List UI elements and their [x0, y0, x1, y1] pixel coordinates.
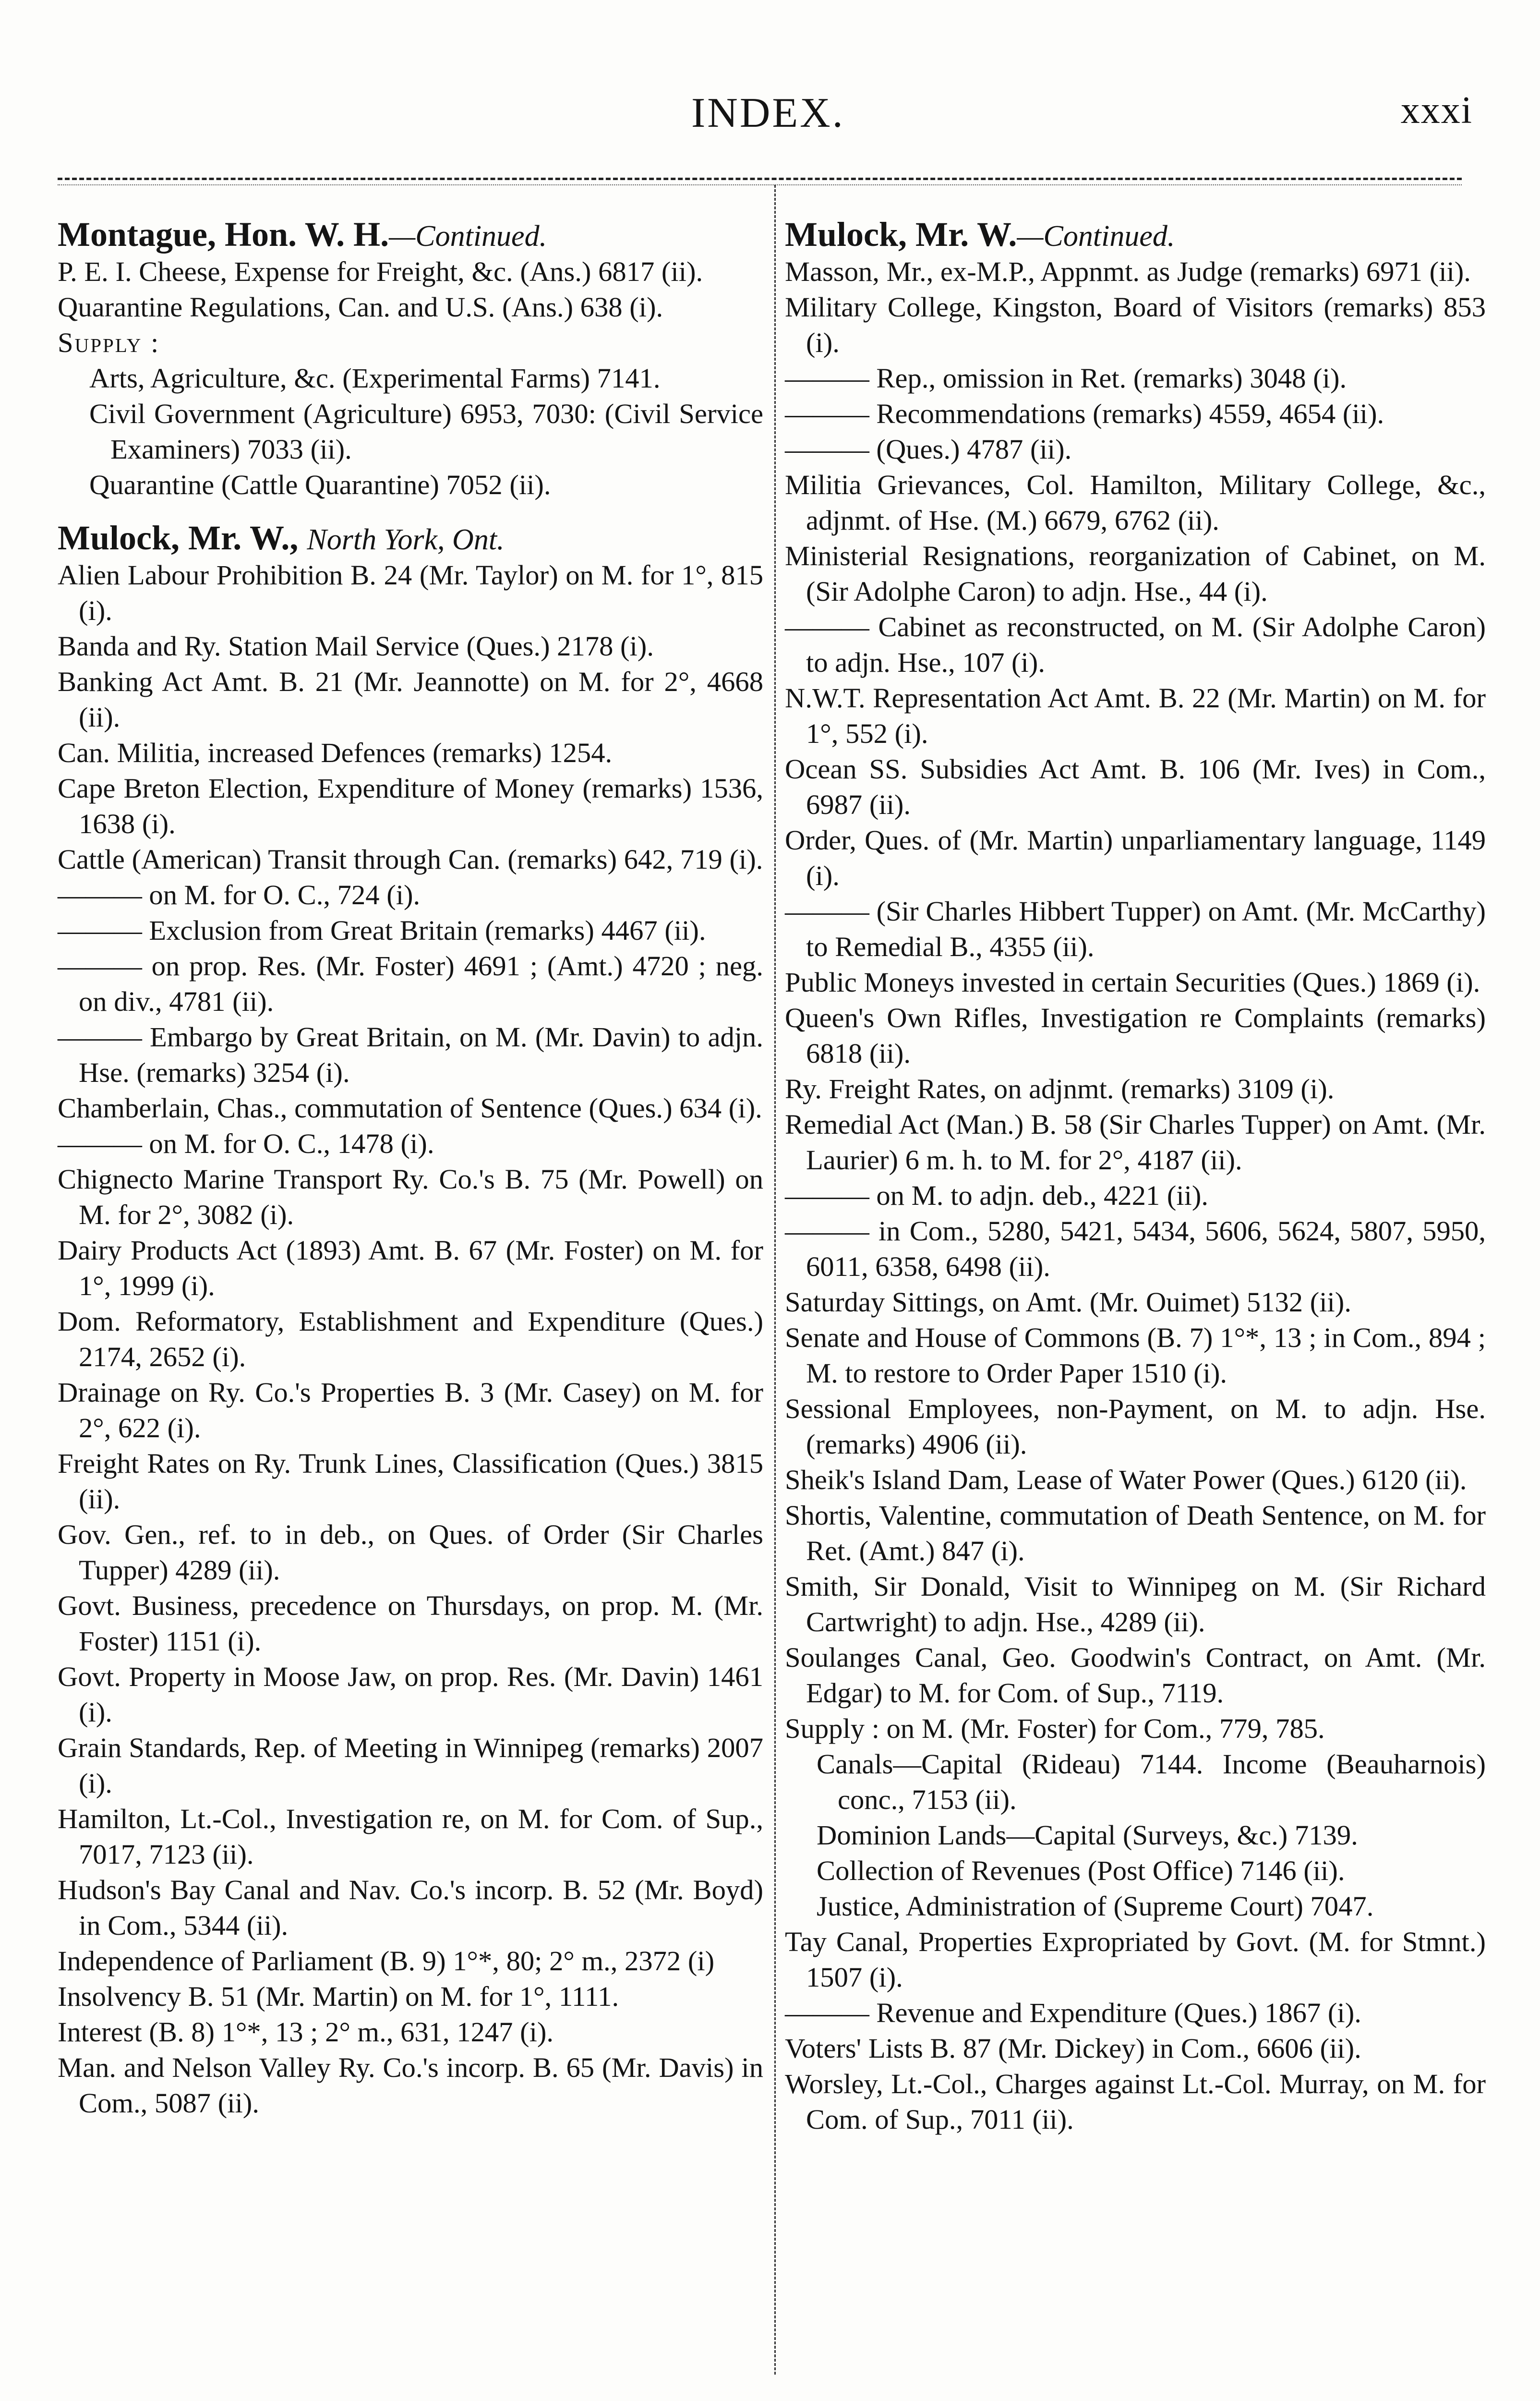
index-entry: Freight Rates on Ry. Trunk Lines, Classification (Ques.) 3815 (ii).: [58, 1448, 763, 1515]
index-entry: ——— Recommendations (remarks) 4559, 4654 (ii).: [785, 398, 1384, 429]
supply-entry: Arts, Agriculture, &c. (Experimental Farms) 7141.: [89, 363, 661, 394]
index-entry: Order, Ques. of (Mr. Martin) unparliamentary language, 1149 (i).: [785, 825, 1486, 891]
index-entry: ——— on prop. Res. (Mr. Foster) 4691 ; (Amt.) 4720 ; neg. on div., 4781 (ii).: [58, 950, 763, 1017]
supply-entry: Civil Government (Agriculture) 6953, 7030: (Civil Service Examiners) 7033 (ii).: [89, 398, 763, 465]
supply-label: Supply :: [58, 327, 160, 358]
index-entry: Remedial Act (Man.) B. 58 (Sir Charles Tupper) on Amt. (Mr. Laurier) 6 m. h. to M. for 2°, 4187 (ii).: [785, 1109, 1486, 1176]
index-entry: Hamilton, Lt.-Col., Investigation re, on M. for Com. of Sup., 7017, 7123 (ii).: [58, 1803, 763, 1870]
index-entry: Hudson's Bay Canal and Nav. Co.'s incorp. B. 52 (Mr. Boyd) in Com., 5344 (ii).: [58, 1874, 763, 1941]
index-entry: Can. Militia, increased Defences (remarks) 1254.: [58, 737, 613, 768]
index-entry: Govt. Property in Moose Jaw, on prop. Res. (Mr. Davin) 1461 (i).: [58, 1661, 763, 1728]
index-entry: Worsley, Lt.-Col., Charges against Lt.-Col. Murray, on M. for Com. of Sup., 7011 (ii).: [785, 2068, 1486, 2135]
index-entry: ——— in Com., 5280, 5421, 5434, 5606, 5624, 5807, 5950, 6011, 6358, 6498 (ii).: [785, 1215, 1486, 1282]
left-column: [58, 214, 763, 2121]
index-entry: Queen's Own Rifles, Investigation re Complaints (remarks) 6818 (ii).: [785, 1002, 1486, 1069]
index-entry: Militia Grievances, Col. Hamilton, Military College, &c., adjnmt. of Hse. (M.) 6679, 6762 (ii).: [785, 469, 1486, 536]
index-entry: Quarantine Regulations, Can. and U.S. (Ans.) 638 (i).: [58, 291, 663, 323]
supply-entry-list: [785, 1746, 1486, 1924]
index-entry: ——— Embargo by Great Britain, on M. (Mr. Davin) to adjn. Hse. (remarks) 3254 (i).: [58, 1021, 763, 1088]
index-entry: ——— Rep., omission in Ret. (remarks) 3048 (i).: [785, 363, 1347, 394]
supply-entry: Canals—Capital (Rideau) 7144. Income (Beauharnois) conc., 7153 (ii).: [817, 1748, 1486, 1815]
index-entry: ——— on M. to adjn. deb., 4221 (ii).: [785, 1180, 1209, 1211]
index-entry: Public Moneys invested in certain Securities (Ques.) 1869 (i).: [785, 967, 1480, 998]
index-entry: Insolvency B. 51 (Mr. Martin) on M. for 1°, 1111.: [58, 1981, 619, 2012]
index-entry: Gov. Gen., ref. to in deb., on Ques. of Order (Sir Charles Tupper) 4289 (ii).: [58, 1519, 763, 1586]
index-entry: ——— Exclusion from Great Britain (remarks) 4467 (ii).: [58, 915, 706, 946]
index-entry: Sheik's Island Dam, Lease of Water Power (Ques.) 6120 (ii).: [785, 1464, 1467, 1495]
supply-entry: Dominion Lands—Capital (Surveys, &c.) 7139.: [817, 1819, 1358, 1851]
index-entry: Chignecto Marine Transport Ry. Co.'s B. 75 (Mr. Powell) on M. for 2°, 3082 (i).: [58, 1164, 763, 1230]
index-entry: Chamberlain, Chas., commutation of Sentence (Ques.) 634 (i).: [58, 1092, 762, 1124]
column-divider: [774, 185, 776, 2375]
index-entry: Tay Canal, Properties Expropriated by Govt. (M. for Stmnt.) 1507 (i).: [785, 1926, 1486, 1993]
index-entry: P. E. I. Cheese, Expense for Freight, &c. (Ans.) 6817 (ii).: [58, 256, 703, 287]
index-entry: Saturday Sittings, on Amt. (Mr. Ouimet) 5132 (ii).: [785, 1286, 1351, 1318]
index-entry: ——— Revenue and Expenditure (Ques.) 1867 (i).: [785, 1997, 1361, 2028]
index-entry: Ministerial Resignations, reorganization of Cabinet, on M. (Sir Adolphe Caron) to adjn. Hse., 44 (i).: [785, 540, 1486, 607]
index-entry: Cape Breton Election, Expenditure of Money (remarks) 1536, 1638 (i).: [58, 773, 763, 839]
index-entry: Grain Standards, Rep. of Meeting in Winnipeg (remarks) 2007 (i).: [58, 1732, 763, 1799]
header-rule-dotted: [58, 184, 1462, 185]
page-number: xxxi: [1400, 89, 1473, 132]
index-heading-mulock-continued: Mulock, Mr. W.—Continued.: [785, 215, 1175, 254]
index-entry: Independence of Parliament (B. 9) 1°*, 80; 2° m., 2372 (i): [58, 1945, 715, 1977]
index-entry: Sessional Employees, non-Payment, on M. to adjn. Hse. (remarks) 4906 (ii).: [785, 1393, 1486, 1460]
right-column: [785, 214, 1486, 2137]
index-entry: ——— (Ques.) 4787 (ii).: [785, 434, 1072, 465]
index-entry: Man. and Nelson Valley Ry. Co.'s incorp. B. 65 (Mr. Davis) in Com., 5087 (ii).: [58, 2052, 763, 2119]
index-entry-list: [785, 1924, 1486, 2137]
index-entry-list: [785, 254, 1486, 1746]
index-entry: N.W.T. Representation Act Amt. B. 22 (Mr. Martin) on M. for 1°, 552 (i).: [785, 682, 1486, 749]
index-entry: Shortis, Valentine, commutation of Death Sentence, on M. for Ret. (Amt.) 847 (i).: [785, 1500, 1486, 1566]
index-entry: ——— Cabinet as reconstructed, on M. (Sir Adolphe Caron) to adjn. Hse., 107 (i).: [785, 611, 1486, 678]
index-heading-montague: Montague, Hon. W. H.—Continued.: [58, 215, 547, 254]
index-entry: Dairy Products Act (1893) Amt. B. 67 (Mr. Foster) on M. for 1°, 1999 (i).: [58, 1235, 763, 1301]
index-entry: Soulanges Canal, Geo. Goodwin's Contract, on Amt. (Mr. Edgar) to M. for Com. of Sup., 7119.: [785, 1642, 1486, 1709]
index-entry: Smith, Sir Donald, Visit to Winnipeg on M. (Sir Richard Cartwright) to adjn. Hse., 4289 (ii).: [785, 1571, 1486, 1637]
index-entry: ——— (Sir Charles Hibbert Tupper) on Amt. (Mr. McCarthy) to Remedial B., 4355 (ii).: [785, 896, 1486, 962]
index-entry: Ocean SS. Subsidies Act Amt. B. 106 (Mr. Ives) in Com., 6987 (ii).: [785, 753, 1486, 820]
index-entry: ——— on M. for O. C., 724 (i).: [58, 879, 421, 910]
index-entry-list: [58, 558, 763, 2121]
index-entry: Ry. Freight Rates, on adjnmt. (remarks) 3109 (i).: [785, 1073, 1335, 1104]
index-heading-mulock: Mulock, Mr. W., North York, Ont.: [58, 519, 505, 557]
index-entry: Alien Labour Prohibition B. 24 (Mr. Taylor) on M. for 1°, 815 (i).: [58, 559, 763, 626]
index-entry: Military College, Kingston, Board of Visitors (remarks) 853 (i).: [785, 291, 1486, 358]
supply-entry: Quarantine (Cattle Quarantine) 7052 (ii).: [89, 469, 551, 500]
index-entry: Senate and House of Commons (B. 7) 1°*, 13 ; in Com., 894 ; M. to restore to Order Paper 1510 (i).: [785, 1322, 1486, 1389]
index-entry: Dom. Reformatory, Establishment and Expenditure (Ques.) 2174, 2652 (i).: [58, 1306, 763, 1372]
index-entry: Banda and Ry. Station Mail Service (Ques.) 2178 (i).: [58, 631, 654, 662]
index-entry: Interest (B. 8) 1°*, 13 ; 2° m., 631, 1247 (i).: [58, 2016, 554, 2048]
index-entry: Banking Act Amt. B. 21 (Mr. Jeannotte) on M. for 2°, 4668 (ii).: [58, 666, 763, 733]
index-entry: ——— on M. for O. C., 1478 (i).: [58, 1128, 434, 1159]
supply-entry: Justice, Administration of (Supreme Court) 7047.: [817, 1891, 1374, 1922]
index-entry: Voters' Lists B. 87 (Mr. Dickey) in Com., 6606 (ii).: [785, 2033, 1361, 2064]
index-entry: Cattle (American) Transit through Can. (remarks) 642, 719 (i).: [58, 844, 763, 875]
index-entry: Govt. Business, precedence on Thursdays, on prop. M. (Mr. Foster) 1151 (i).: [58, 1590, 763, 1657]
index-entry: Masson, Mr., ex-M.P., Appnmt. as Judge (remarks) 6971 (ii).: [785, 256, 1471, 287]
supply-entry: Collection of Revenues (Post Office) 7146 (ii).: [817, 1855, 1345, 1886]
index-entry: Supply : on M. (Mr. Foster) for Com., 779, 785.: [785, 1713, 1325, 1744]
index-entry: Drainage on Ry. Co.'s Properties B. 3 (Mr. Casey) on M. for 2°, 622 (i).: [58, 1377, 763, 1443]
page-header: [0, 89, 1540, 142]
page-title: INDEX.: [691, 90, 845, 136]
header-rule: [58, 178, 1462, 180]
